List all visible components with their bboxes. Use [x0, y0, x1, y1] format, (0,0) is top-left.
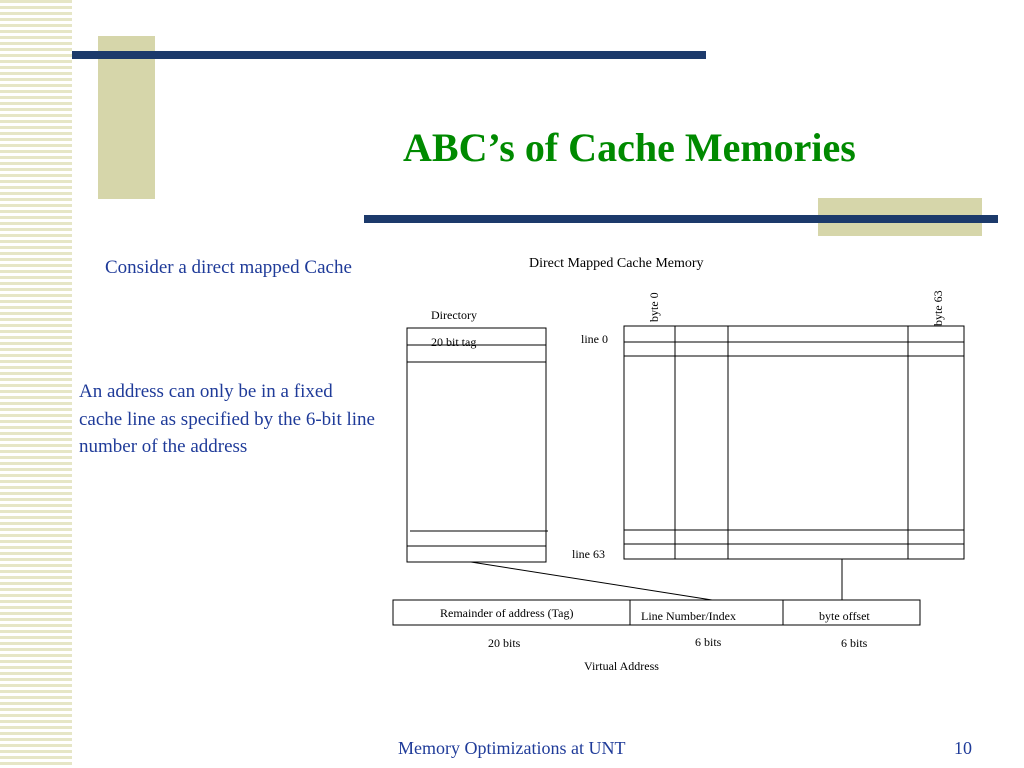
diagram-heading: Direct Mapped Cache Memory	[529, 256, 704, 271]
intro-text: Consider a direct mapped Cache	[105, 257, 352, 278]
offset-bits-label: 6 bits	[841, 636, 868, 650]
byte-first-label: byte 0	[647, 292, 661, 322]
directory-box	[407, 328, 546, 562]
tag-bits-label: 20 bits	[488, 636, 521, 650]
page-number: 10	[954, 738, 972, 758]
tag-label: 20 bit tag	[431, 335, 477, 349]
address-field-offset: byte offset	[819, 609, 870, 623]
note-text: An address can only be in a fixed cache line as specified by the 6-bit line number of the address	[79, 381, 375, 457]
line-last-label: line 63	[572, 547, 605, 561]
directory-label: Directory	[431, 308, 477, 322]
footer-text: Memory Optimizations at UNT	[398, 738, 626, 758]
index-bits-label: 6 bits	[695, 635, 722, 649]
address-field-index: Line Number/Index	[641, 609, 736, 623]
line-first-label: line 0	[581, 332, 608, 346]
tag-connector-line	[471, 562, 712, 600]
address-field-tag: Remainder of address (Tag)	[440, 606, 574, 620]
byte-last-label: byte 63	[931, 290, 945, 326]
virtual-address-caption: Virtual Address	[584, 659, 659, 673]
page-title: ABC’s of Cache Memories	[403, 125, 856, 170]
